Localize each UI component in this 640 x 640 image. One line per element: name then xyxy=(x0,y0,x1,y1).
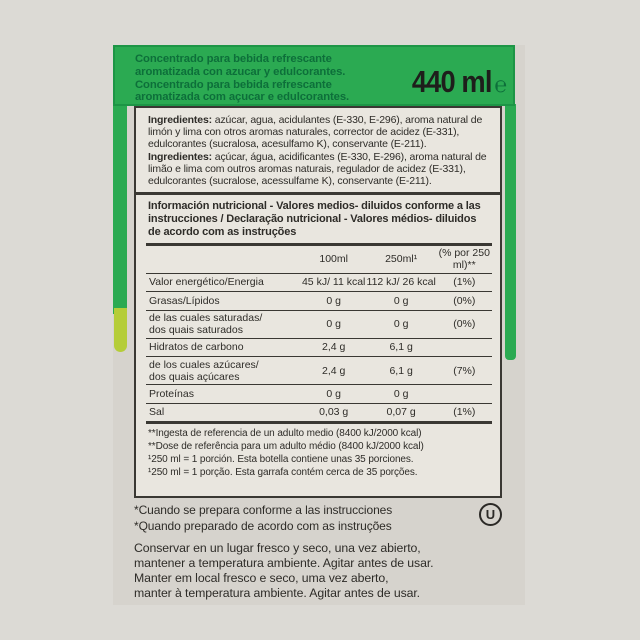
footnote-portion-pt: ¹250 ml = 1 porção. Esta garrafa contém cerca de 35 porções. xyxy=(148,466,418,478)
table-row-carbohydrate xyxy=(146,339,492,358)
table-row-protein xyxy=(146,385,492,404)
value-250ml: 0 g xyxy=(393,387,409,400)
value-250ml: 6,1 g xyxy=(389,364,413,377)
row-label-line1: Sal xyxy=(149,406,165,419)
value-100ml: 0 g xyxy=(326,318,341,331)
table-row-saturates xyxy=(146,311,492,339)
value-percent xyxy=(437,392,492,395)
kosher-u-icon: U xyxy=(479,503,502,526)
nutrition-table xyxy=(146,246,492,422)
row-label-line2: dos quais açúcares xyxy=(149,370,240,383)
value-250ml: 6,1 g xyxy=(389,341,413,354)
right-green-edge xyxy=(505,104,516,360)
ingredients-pt-text: açúcar, água, acidificantes (E-330, E-296), aroma natural de limão e lima com outros aromas naturais, regulador de acidez (E-331), edulcorantes (sucralose, acessulfame K), conservante (E-211). xyxy=(148,150,487,188)
ingredients-pt-label: Ingredientes: xyxy=(148,150,212,163)
row-label xyxy=(146,405,302,420)
nutrition-title: Información nutricional - Valores medios- diluidos conforme a las instrucciones / Declaração nutricional - Valores médios- diluidos de acordo com as instruções xyxy=(148,200,481,238)
value-percent: (1%) xyxy=(453,406,476,419)
ingredients-section xyxy=(136,108,500,192)
left-green-edge xyxy=(113,104,127,314)
preparation-note-pt: *Quando preparado de acordo com as instruções xyxy=(134,518,392,533)
footnote-portion-es: ¹250 ml = 1 porción. Esta botella contiene unas 35 porciones. xyxy=(148,453,414,465)
ingredients-es xyxy=(148,114,491,151)
storage-line-es-2: mantener a temperatura ambiente. Agitar antes de usar. xyxy=(134,556,434,570)
preparation-notes xyxy=(134,503,474,534)
value-percent: (0%) xyxy=(453,318,476,331)
table-row-salt xyxy=(146,404,492,422)
row-label-line1: Grasas/Lípidos xyxy=(149,294,220,307)
value-250ml: 0,07 g xyxy=(386,406,416,419)
storage-line-pt-2: manter à temperatura ambiente. Agitar antes de usar. xyxy=(134,586,420,600)
table-row-energy xyxy=(146,274,492,293)
table-row-fat xyxy=(146,292,492,311)
row-label-line1: Proteínas xyxy=(149,387,194,400)
column-header-empty xyxy=(146,258,302,261)
value-percent xyxy=(437,346,492,349)
ingredients-es-text: azúcar, agua, acidulantes (E-330, E-296), aroma natural de limón y lima con otros aromas naturales, corrector de acidez (E-331), edulcorantes (sucralosa, acesulfamo K), conservante (E-211). xyxy=(148,114,483,151)
description-line-pt-2: aromatizada com açucar e edulcorantes. xyxy=(135,91,350,104)
description-line-pt-1: Concentrado para bebida refrescante xyxy=(135,78,332,91)
table-row-sugars xyxy=(146,357,492,385)
preparation-note-es: *Cuando se prepara conforme a las instrucciones xyxy=(134,503,393,517)
left-lime-edge xyxy=(114,308,127,352)
value-100ml: 45 kJ/ 11 kcal xyxy=(301,276,366,289)
value-percent: (7%) xyxy=(453,364,476,377)
footnote-reference-es: **Ingesta de referencia de un adulto medio (8400 kJ/2000 kcal) xyxy=(148,428,422,440)
storage-line-pt-1: Manter em local fresco e seco, uma vez aberto, xyxy=(134,571,389,585)
row-label-line2: dos quais saturados xyxy=(149,324,243,337)
description-line-es-1: Concentrado para bebida refrescante xyxy=(135,53,332,65)
value-percent: (1%) xyxy=(453,276,476,289)
row-label xyxy=(146,357,302,384)
info-box xyxy=(134,106,502,498)
footnote-reference-pt: **Dose de referência para um adulto médio (8400 kJ/2000 kcal) xyxy=(148,440,424,452)
value-percent: (0%) xyxy=(453,294,476,307)
value-250ml: 0 g xyxy=(393,318,409,331)
value-250ml: 112 kJ/ 26 kcal xyxy=(366,276,436,289)
description-line-es-2: aromatizada con azucar y edulcorantes. xyxy=(135,65,346,78)
row-label-line1: de los cuales azúcares/ xyxy=(149,358,259,371)
column-header-percent: (% por 250 ml)** xyxy=(438,247,490,272)
storage-instructions xyxy=(134,541,514,601)
storage-line-es-1: Conservar en un lugar fresco y seco, una vez abierto, xyxy=(134,541,421,555)
value-100ml: 0 g xyxy=(326,387,341,400)
estimated-sign-icon: ℮ xyxy=(494,72,507,97)
value-100ml: 2,4 g xyxy=(322,364,346,377)
row-label xyxy=(146,275,302,290)
value-100ml: 0 g xyxy=(326,294,341,307)
table-footnotes xyxy=(136,424,500,483)
ingredients-es-label: Ingredientes: xyxy=(148,114,212,126)
header-panel xyxy=(113,45,515,106)
ingredients-pt xyxy=(148,151,491,188)
column-header-250ml: 250ml¹ xyxy=(385,253,418,266)
row-label-line1: Valor energético/Energia xyxy=(149,276,264,289)
row-label-line1: Hidratos de carbono xyxy=(149,341,244,354)
table-header-row xyxy=(146,246,492,274)
product-description xyxy=(135,53,349,104)
net-volume xyxy=(401,64,507,100)
row-label-line1: de las cuales saturadas/ xyxy=(149,312,263,325)
volume-value: 440 ml xyxy=(412,64,492,99)
value-100ml: 0,03 g xyxy=(319,406,349,419)
column-header-100ml: 100ml xyxy=(319,253,348,266)
row-label xyxy=(146,311,302,338)
row-label xyxy=(146,293,302,308)
value-250ml: 0 g xyxy=(393,294,409,307)
row-label xyxy=(146,386,302,401)
row-label xyxy=(146,340,302,355)
value-100ml: 2,4 g xyxy=(322,341,346,354)
